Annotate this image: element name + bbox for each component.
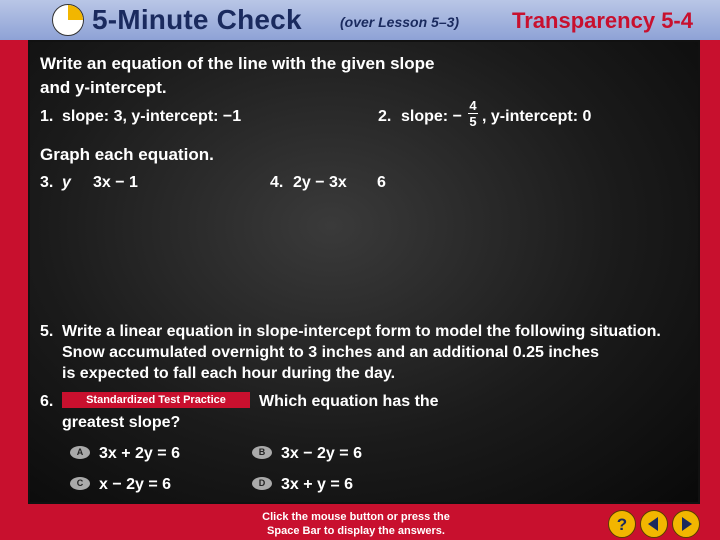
transparency-label: Transparency 5-4 [512,8,693,33]
help-icon [609,511,635,537]
header-title: 5-Minute Check [92,4,302,35]
instruction-2: Graph each equation. [40,145,214,164]
option-b-text: 3x − 2y = 6 [281,445,362,462]
q5-line-1: Write a linear equation in slope-intercept form to model the following situation. [62,323,661,340]
help-button[interactable] [608,510,636,538]
footer-line-1: Click the mouse button or press the [262,511,450,523]
svg-text:?: ? [616,515,628,534]
option-b-badge: B [252,446,272,459]
q3-number: 3. [40,174,54,191]
option-c-badge: C [70,477,90,490]
q4-lhs: 2y − 3x [293,174,347,191]
q2-fraction-numerator: 4 [469,98,477,113]
q2-fraction [467,98,479,129]
forward-arrow-icon [673,511,699,537]
forward-button[interactable] [672,510,700,538]
header-subtitle: (over Lesson 5–3) [340,14,460,30]
q2-number: 2. [378,108,392,125]
q3-rhs: 3x − 1 [93,174,138,191]
back-button[interactable] [640,510,668,538]
instruction-line-2: and y-intercept. [40,78,167,97]
q2-suffix: , y-intercept: 0 [482,108,592,125]
q4-number: 4. [270,174,284,191]
option-d-badge: D [252,477,272,490]
footer-line-2: Space Bar to display the answers. [267,525,445,537]
q1-text: slope: 3, y-intercept: −1 [62,108,242,125]
q5-line-3: is expected to fall each hour during the day. [62,365,396,382]
option-c-text: x − 2y = 6 [99,476,172,493]
q2-prefix: slope: − [401,108,462,125]
q6-number: 6. [40,393,54,410]
q4-rhs: 6 [377,174,386,191]
q3-lhs: y [62,174,71,191]
instruction-line-1: Write an equation of the line with the given slope [40,54,435,73]
q1-number: 1. [40,108,54,125]
q5-line-2: Snow accumulated overnight to 3 inches and an additional 0.25 inches [62,344,600,361]
standardized-test-badge: Standardized Test Practice [62,392,250,408]
header-bar [0,0,720,40]
option-d-text: 3x + y = 6 [281,476,354,493]
q6-text-2: greatest slope? [62,414,181,431]
q6-text-1: Which equation has the [259,393,439,410]
q5-number: 5. [40,323,54,340]
option-a-badge: A [70,446,90,459]
q2-fraction-denominator: 5 [469,114,477,129]
option-a-text: 3x + 2y = 6 [99,445,180,462]
footer-hint [236,510,476,538]
clock-logo-icon [52,4,84,36]
back-arrow-icon [641,511,667,537]
